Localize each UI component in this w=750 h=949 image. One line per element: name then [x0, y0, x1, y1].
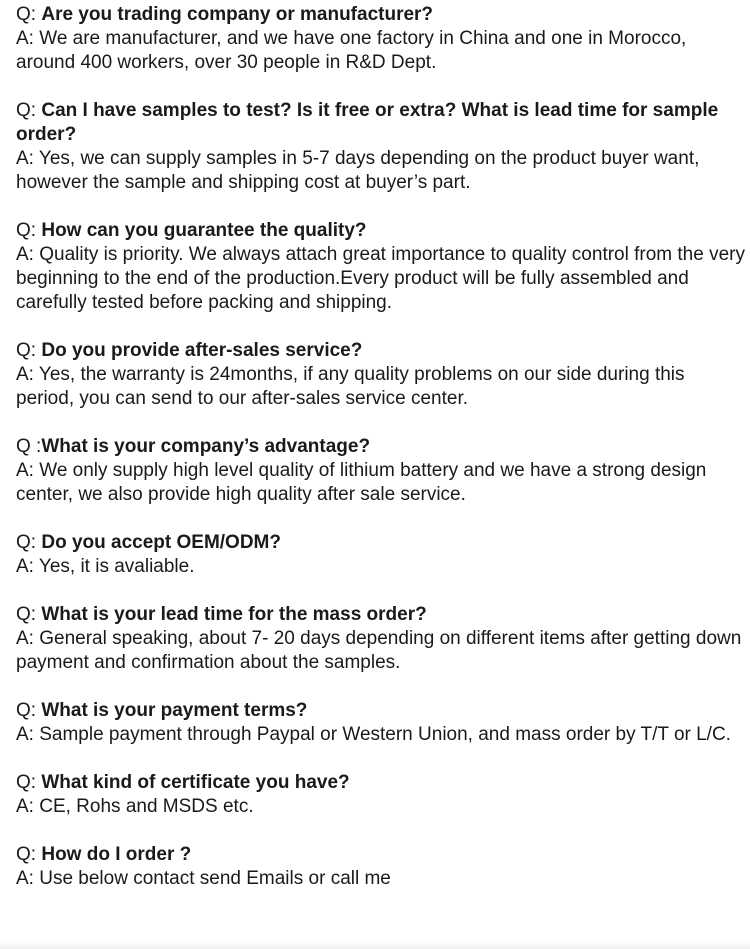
- faq-list: [16, 3, 746, 915]
- question-prefix: Q:: [16, 4, 42, 25]
- faq-item-trading-or-manufacturer: [16, 3, 746, 75]
- page-bottom-edge: [0, 941, 750, 949]
- question-prefix: Q:: [16, 220, 42, 241]
- question-prefix: Q:: [16, 604, 42, 625]
- faq-answer: A: Use below contact send Emails or call me: [16, 868, 391, 889]
- question-prefix: Q :: [16, 436, 42, 457]
- question-text: Do you provide after-sales service?: [41, 340, 363, 361]
- faq-question: [16, 771, 746, 795]
- faq-item-how-to-order: [16, 843, 746, 891]
- question-text: How do I order ?: [41, 844, 192, 865]
- faq-question: [16, 435, 746, 459]
- question-prefix: Q:: [16, 100, 42, 121]
- faq-question: [16, 603, 746, 627]
- question-prefix: Q:: [16, 772, 42, 793]
- faq-question: [16, 99, 746, 147]
- faq-question: [16, 843, 746, 867]
- faq-item-certificate: [16, 771, 746, 819]
- faq-question: [16, 531, 746, 555]
- faq-answer: A: CE, Rohs and MSDS etc.: [16, 796, 254, 817]
- faq-answer: A: Yes, it is avaliable.: [16, 556, 195, 577]
- faq-question: [16, 3, 746, 27]
- faq-item-company-advantage: [16, 435, 746, 507]
- faq-item-oem-odm: [16, 531, 746, 579]
- question-text: Do you accept OEM/ODM?: [41, 532, 281, 553]
- faq-answer: A: Yes, we can supply samples in 5-7 days depending on the product buyer want, however the sample and shipping cost at buyer’s part.: [16, 148, 700, 193]
- question-prefix: Q:: [16, 844, 42, 865]
- faq-item-payment-terms: [16, 699, 746, 747]
- faq-item-samples: [16, 99, 746, 195]
- question-text: What is your company’s advantage?: [41, 436, 371, 457]
- faq-answer: A: We are manufacturer, and we have one factory in China and one in Morocco, around 400 workers, over 30 people in R&D Dept.: [16, 28, 687, 73]
- faq-answer: A: Quality is priority. We always attach great importance to quality control from the very beginning to the end of the production.Every product will be fully assembled and carefully tested before packing and shipping.: [16, 244, 745, 313]
- faq-item-lead-time: [16, 603, 746, 675]
- faq-answer: A: Sample payment through Paypal or Western Union, and mass order by T/T or L/C.: [16, 724, 731, 745]
- question-text: What is your payment terms?: [41, 700, 308, 721]
- question-text: What is your lead time for the mass order?: [41, 604, 427, 625]
- question-text: What kind of certificate you have?: [41, 772, 350, 793]
- faq-item-quality-guarantee: [16, 219, 746, 315]
- question-text: Can I have samples to test? Is it free or extra? What is lead time for sample order?: [16, 100, 719, 145]
- faq-question: [16, 339, 746, 363]
- question-prefix: Q:: [16, 340, 42, 361]
- faq-answer: A: We only supply high level quality of lithium battery and we have a strong design center, we also provide high quality after sale service.: [16, 460, 707, 505]
- question-text: Are you trading company or manufacturer?: [41, 4, 434, 25]
- faq-question: [16, 699, 746, 723]
- question-prefix: Q:: [16, 532, 42, 553]
- question-text: How can you guarantee the quality?: [41, 220, 367, 241]
- faq-question: [16, 219, 746, 243]
- question-prefix: Q:: [16, 700, 42, 721]
- faq-item-after-sales: [16, 339, 746, 411]
- faq-answer: A: Yes, the warranty is 24months, if any quality problems on our side during this period, you can send to our after-sales service center.: [16, 364, 685, 409]
- faq-answer: A: General speaking, about 7- 20 days depending on different items after getting down payment and confirmation about the samples.: [16, 628, 742, 673]
